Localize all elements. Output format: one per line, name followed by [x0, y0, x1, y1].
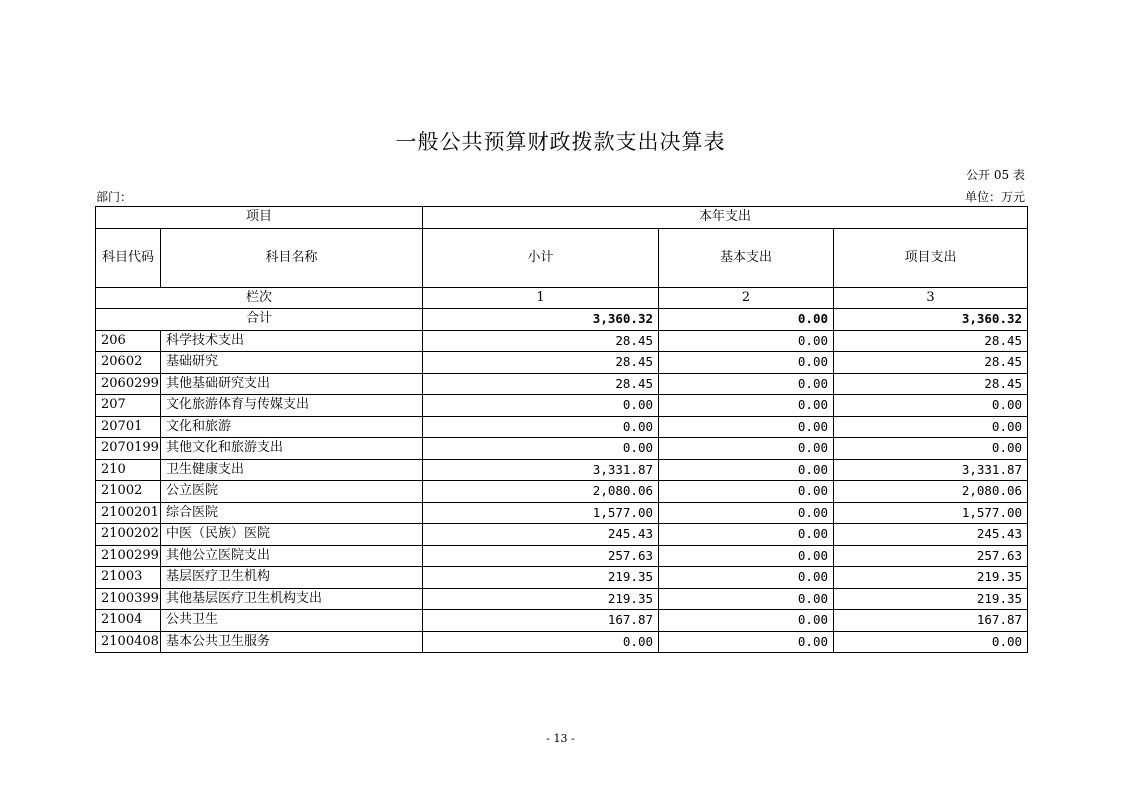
row-name: 其他公立医院支出 — [161, 545, 423, 567]
table-row — [96, 481, 1028, 503]
column-index-row — [96, 287, 1028, 309]
row-code: 21004 — [96, 610, 161, 632]
row-subtotal: 28.45 — [423, 352, 659, 374]
row-code: 2100408 — [96, 631, 161, 653]
row-subtotal: 1,577.00 — [423, 502, 659, 524]
row-name: 文化和旅游 — [161, 416, 423, 438]
row-name: 基础研究 — [161, 352, 423, 374]
row-project: 245.43 — [834, 524, 1028, 546]
row-name: 科学技术支出 — [161, 330, 423, 352]
header-row-2 — [96, 228, 1028, 287]
row-subtotal: 3,331.87 — [423, 459, 659, 481]
header-basic: 基本支出 — [659, 228, 834, 287]
header-current-year: 本年支出 — [423, 207, 1028, 229]
row-name: 基层医疗卫生机构 — [161, 567, 423, 589]
row-basic: 0.00 — [659, 545, 834, 567]
table-row — [96, 416, 1028, 438]
row-basic: 0.00 — [659, 459, 834, 481]
total-subtotal: 3,360.32 — [423, 309, 659, 331]
column-index-3: 3 — [834, 287, 1028, 309]
row-project: 167.87 — [834, 610, 1028, 632]
row-name: 基本公共卫生服务 — [161, 631, 423, 653]
row-name: 公共卫生 — [161, 610, 423, 632]
row-name: 卫生健康支出 — [161, 459, 423, 481]
row-basic: 0.00 — [659, 373, 834, 395]
table-row — [96, 373, 1028, 395]
row-basic: 0.00 — [659, 502, 834, 524]
table-row — [96, 395, 1028, 417]
row-code: 20701 — [96, 416, 161, 438]
row-subtotal: 219.35 — [423, 588, 659, 610]
total-row — [96, 309, 1028, 331]
header-code: 科目代码 — [96, 228, 161, 287]
row-name: 其他文化和旅游支出 — [161, 438, 423, 460]
row-name: 其他基层医疗卫生机构支出 — [161, 588, 423, 610]
header-project: 项目支出 — [834, 228, 1028, 287]
row-code: 21003 — [96, 567, 161, 589]
table-row — [96, 588, 1028, 610]
row-subtotal: 28.45 — [423, 330, 659, 352]
table-row — [96, 330, 1028, 352]
row-project: 0.00 — [834, 416, 1028, 438]
row-subtotal: 0.00 — [423, 395, 659, 417]
row-basic: 0.00 — [659, 567, 834, 589]
row-project: 257.63 — [834, 545, 1028, 567]
row-name: 公立医院 — [161, 481, 423, 503]
row-code: 206 — [96, 330, 161, 352]
row-code: 2100201 — [96, 502, 161, 524]
row-basic: 0.00 — [659, 438, 834, 460]
row-basic: 0.00 — [659, 416, 834, 438]
table-row — [96, 438, 1028, 460]
row-subtotal: 219.35 — [423, 567, 659, 589]
row-subtotal: 245.43 — [423, 524, 659, 546]
row-basic: 0.00 — [659, 481, 834, 503]
total-basic: 0.00 — [659, 309, 834, 331]
row-project: 219.35 — [834, 567, 1028, 589]
row-code: 207 — [96, 395, 161, 417]
row-subtotal: 0.00 — [423, 438, 659, 460]
row-project: 28.45 — [834, 330, 1028, 352]
row-project: 3,331.87 — [834, 459, 1028, 481]
row-code: 20602 — [96, 352, 161, 374]
row-basic: 0.00 — [659, 631, 834, 653]
page-title: 一般公共预算财政拨款支出决算表 — [395, 130, 726, 154]
header-subtotal: 小计 — [423, 228, 659, 287]
row-subtotal: 167.87 — [423, 610, 659, 632]
column-index-label: 栏次 — [96, 287, 423, 309]
row-basic: 0.00 — [659, 610, 834, 632]
row-subtotal: 0.00 — [423, 416, 659, 438]
table-row — [96, 524, 1028, 546]
table-row — [96, 502, 1028, 524]
unit-label: 单位：万元 — [964, 190, 1025, 204]
expenditure-table — [95, 206, 1028, 653]
total-label: 合计 — [96, 309, 423, 331]
row-project: 28.45 — [834, 352, 1028, 374]
row-code: 2100399 — [96, 588, 161, 610]
column-index-1: 1 — [423, 287, 659, 309]
row-project: 0.00 — [834, 395, 1028, 417]
header-item: 项目 — [96, 207, 423, 229]
row-basic: 0.00 — [659, 395, 834, 417]
row-name: 中医（民族）医院 — [161, 524, 423, 546]
row-project: 1,577.00 — [834, 502, 1028, 524]
row-project: 219.35 — [834, 588, 1028, 610]
row-basic: 0.00 — [659, 588, 834, 610]
table-row — [96, 352, 1028, 374]
row-name: 其他基础研究支出 — [161, 373, 423, 395]
row-code: 210 — [96, 459, 161, 481]
row-subtotal: 2,080.06 — [423, 481, 659, 503]
row-subtotal: 28.45 — [423, 373, 659, 395]
row-code: 2060299 — [96, 373, 161, 395]
row-project: 28.45 — [834, 373, 1028, 395]
row-name: 综合医院 — [161, 502, 423, 524]
header-name: 科目名称 — [161, 228, 423, 287]
row-code: 21002 — [96, 481, 161, 503]
row-project: 2,080.06 — [834, 481, 1028, 503]
row-code: 2100299 — [96, 545, 161, 567]
row-basic: 0.00 — [659, 330, 834, 352]
row-subtotal: 257.63 — [423, 545, 659, 567]
department-label: 部门： — [96, 190, 133, 204]
total-project: 3,360.32 — [834, 309, 1028, 331]
row-code: 2100202 — [96, 524, 161, 546]
row-basic: 0.00 — [659, 352, 834, 374]
row-project: 0.00 — [834, 438, 1028, 460]
row-subtotal: 0.00 — [423, 631, 659, 653]
row-project: 0.00 — [834, 631, 1028, 653]
header-row-1 — [96, 207, 1028, 229]
form-code: 公开 05 表 — [966, 168, 1025, 182]
column-index-2: 2 — [659, 287, 834, 309]
table-row — [96, 610, 1028, 632]
row-name: 文化旅游体育与传媒支出 — [161, 395, 423, 417]
row-basic: 0.00 — [659, 524, 834, 546]
table-row — [96, 631, 1028, 653]
row-code: 2070199 — [96, 438, 161, 460]
table-row — [96, 545, 1028, 567]
table-row — [96, 459, 1028, 481]
table-row — [96, 567, 1028, 589]
page-number: - 13 - — [546, 732, 575, 745]
